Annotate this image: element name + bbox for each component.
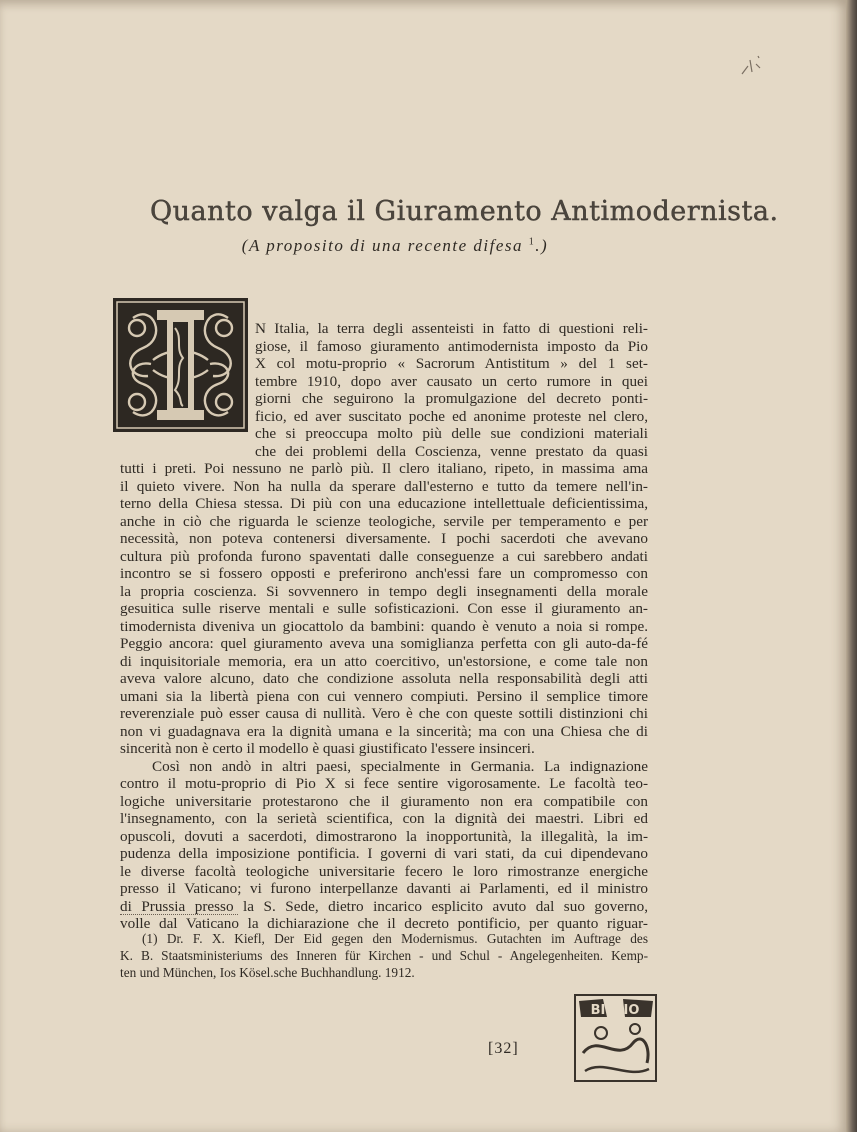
pencil-mark-icon <box>738 52 766 80</box>
body-line: l'insegnamento, con la serietà scientifica, con la dignità dei maestri. Libri ed <box>120 810 648 827</box>
body-line: opuscoli, dovuti a sacerdoti, dimostrarono la inopportunità, la illegalità, la im- <box>120 827 648 845</box>
body-line: tutti i preti. Poi nessuno ne parlò più. Il clero italiano, ripeto, in massima ama <box>120 460 648 477</box>
body-line: cultura più profonda furono spaventati dalle conseguenze a cui sarebbero andati <box>120 547 648 565</box>
subtitle-footnote-marker: 1 <box>528 236 536 248</box>
library-stamp-icon <box>573 993 658 1083</box>
library-stamp-text: BIBLIO <box>590 1003 640 1018</box>
article-title: Quanto valga il Giuramento Antimodernista. <box>150 196 779 227</box>
body-line: umani sia la libertà piena con cui vennero compiuti. Persino il semplice timore <box>120 687 648 705</box>
body-line: volle dal Vaticano la dichiarazione che il decreto pontificio, per quanto riguar- <box>120 915 648 932</box>
body-line: necessità, non poteva contenersi diversamente. I pochi sacerdoti che avevano <box>120 530 648 547</box>
body-line: logiche universitarie protestarono che il giuramento non era compatibile con <box>120 792 648 810</box>
body-line: ficio, ed aver suscitato poche ed anonime proteste nel clero, <box>255 407 648 425</box>
body-line: incontro se si fossero opposti e preferirono anch'essi fare un compromesso con <box>120 565 648 582</box>
footnote <box>120 930 648 981</box>
body-line: non vi guadagnava era la dignità umana e la sincerità; ma con una Chiesa che di <box>120 722 648 740</box>
body-line: di Prussia presso la S. Sede, dietro incarico esplicito avuto dal suo governo, <box>120 897 648 915</box>
footnote-line: (1) Dr. F. X. Kiefl, Der Eid gegen den Modernismus. Gutachten im Auftrage des <box>142 931 648 946</box>
article-body <box>120 320 648 933</box>
body-line: gesuitica sulle riserve mentali e sulle sofisticazioni. Con esse il giuramento an- <box>120 600 648 617</box>
body-line: timodernista diveniva un giocattolo da bambini: quando è venuto a noia si rompe. <box>120 617 648 635</box>
body-line: la propria coscienza. Si sovvennero in tempo degli insegnamenti della morale <box>120 582 648 600</box>
body-line: di inquisitoriale memoria, era un atto coercitivo, un'estorsione, e come tale non <box>120 652 648 670</box>
subtitle-close: .) <box>535 236 549 255</box>
body-line: pudenza della imposizione pontificia. I governi di vari stati, da cui dipendevano <box>120 845 648 862</box>
body-line: tembre 1910, dopo aver causato un certo rumore in quei <box>255 372 648 390</box>
body-line: Peggio ancora: quel giuramento aveva una somiglianza perfetta con gli auto-da-fé <box>120 635 648 652</box>
footnote-line: K. B. Staatsministeriums des Inneren für Kirchen - und Schul - Angelegenheiten. Kemp- <box>120 948 648 963</box>
page-number: [32] <box>488 1040 519 1057</box>
body-line: che si preoccupa molto più delle sue condizioni materiali <box>255 425 648 442</box>
body-line: sincerità non è certo il modello è quasi giustificato l'essere insinceri. <box>120 740 535 757</box>
page-edge <box>846 0 857 1132</box>
body-line: anche in ciò che riguarda le scienze teologiche, servile per temperamento e per <box>120 512 648 530</box>
body-line: contro il motu-proprio di Pio X si fece sentire vigorosamente. Le facoltà teo- <box>120 775 648 792</box>
body-line: che dei problemi della Coscienza, venne prestato da quasi <box>255 442 648 460</box>
subtitle-text: (A proposito di una recente difesa <box>241 236 524 255</box>
body-line: aveva valore alcuno, dato che condizione assoluta nella responsabilità degli atti <box>120 670 648 687</box>
body-line: X col motu-proprio « Sacrorum Antistitum » del 1 set- <box>255 355 648 372</box>
body-line: giose, il famoso giuramento antimodernista imposto da Pio <box>255 337 648 355</box>
body-line: giorni che seguirono la promulgazione del decreto ponti- <box>255 390 648 407</box>
footnote-divider <box>120 914 238 915</box>
footnote-line: ten und München, Ios Kösel.sche Buchhandlung. 1912. <box>120 965 415 980</box>
body-line: il quieto vivere. Non ha nulla da sperare dall'esterno e tutto da temere nell'in- <box>120 477 648 495</box>
body-line: reverenziale può esser causa di nullità. Vero è che con queste sottili distinzioni chi <box>120 705 648 722</box>
body-line: terno della Chiesa stessa. Di più con una educazione intellettuale deficientissima, <box>120 495 648 512</box>
body-line: presso il Vaticano; vi furono interpellanze davanti ai Parlamenti, ed il ministro <box>120 880 648 897</box>
article-subtitle <box>150 236 640 256</box>
body-line: N Italia, la terra degli assenteisti in fatto di questioni reli- <box>255 320 648 337</box>
body-line: le diverse facoltà teologiche universitarie fecero le loro rimostranze energiche <box>120 862 648 880</box>
body-line: Così non andò in altri paesi, specialmente in Germania. La indignazione <box>152 757 648 775</box>
